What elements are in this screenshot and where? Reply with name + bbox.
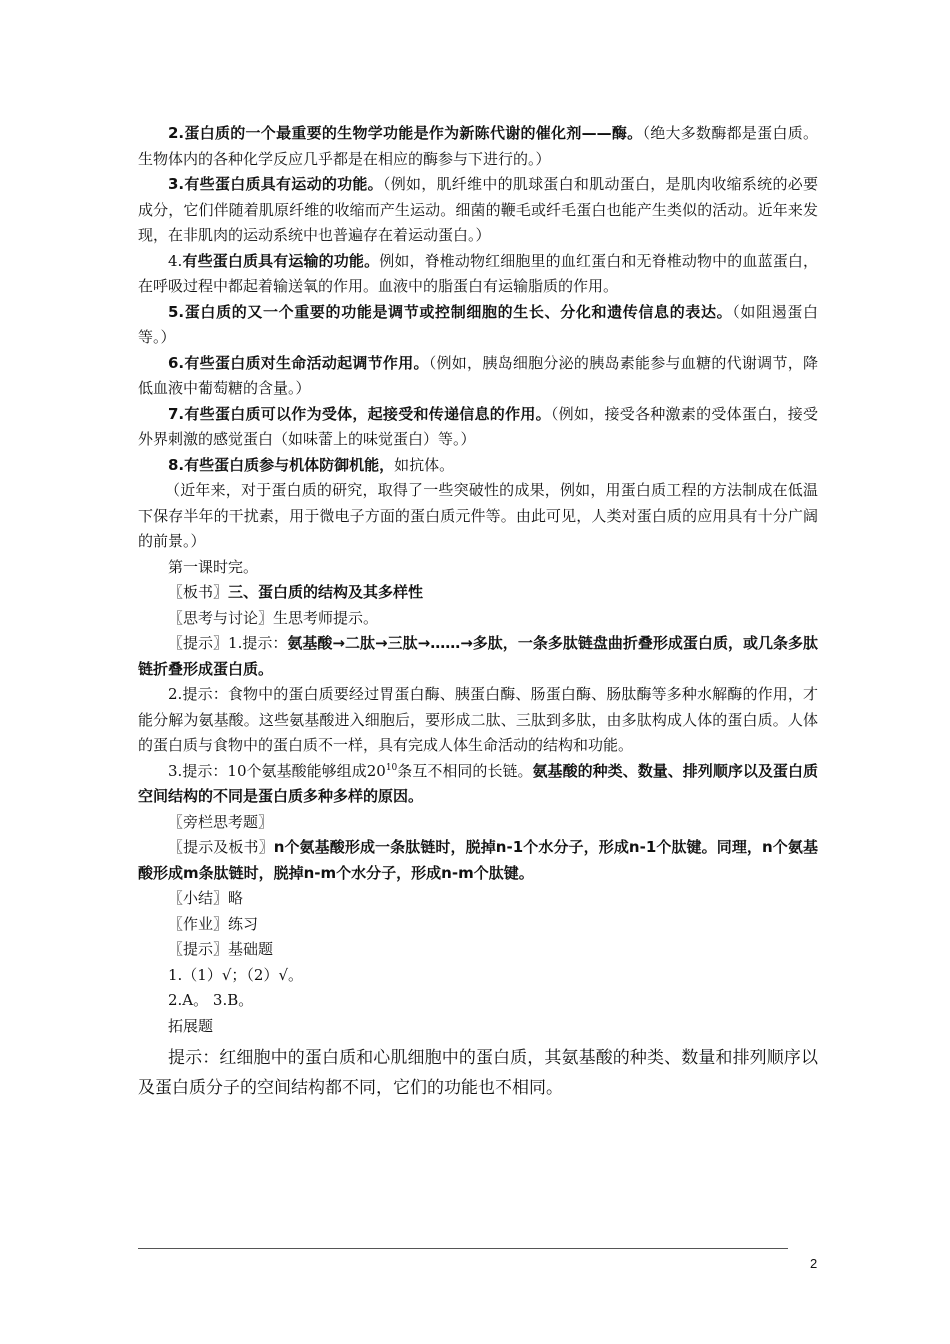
plain-text: 1.（1）√；（2）√。 [168, 965, 304, 984]
paragraph-lesson-end [138, 555, 818, 581]
superscript: 10 [385, 762, 398, 773]
plain-text: 〖提示及板书〗 [168, 838, 274, 856]
paragraph-hint-3 [138, 759, 818, 810]
plain-text: 〖旁栏思考题〗 [168, 812, 274, 831]
bold-text: 三、蛋白质的结构及其多样性 [228, 583, 424, 601]
bold-text: 5.蛋白质的又一个重要的功能是调节或控制细胞的生长、分化和遗传信息的表达。 [168, 302, 733, 321]
paragraph-summary [138, 886, 818, 912]
paragraph-research [138, 478, 818, 555]
plain-text: （例如，胰岛细胞分泌的胰岛素能参与血糖的代谢调节，降低血液中葡萄糖的含量。） [138, 353, 818, 397]
plain-text: 例如，脊椎动物红细胞里的血红蛋白和无脊椎动物中的血蓝蛋白，在呼吸过程中都起着输送氧的作用。血液中的脂蛋白有运输脂质的作用。 [138, 251, 818, 295]
paragraph-regulation-growth [138, 300, 818, 351]
paragraph-receptor [138, 402, 818, 453]
paragraph-basic-hint [138, 937, 818, 963]
paragraph-answer-1 [138, 963, 818, 989]
plain-text: 提示：红细胞中的蛋白质和心肌细胞中的蛋白质，其氨基酸的种类、数量和排列顺序以及蛋白质分子的空间结构都不同，它们的功能也不相同。 [138, 1048, 818, 1098]
plain-text: （绝大多数酶都是蛋白质。生物体内的各种化学反应几乎都是在相应的酶参与下进行的。） [138, 124, 818, 168]
plain-text: （近年来，对于蛋白质的研究，取得了一些突破性的成果，例如，用蛋白质工程的方法制成在低温下保存半年的干扰素，用于微电子方面的蛋白质元件等。由此可见，人类对蛋白质的应用具有十分广阔的前景。） [138, 481, 818, 550]
plain-text: 〖作业〗练习 [168, 914, 259, 933]
bold-text: 氨基酸→二肽→三肽→……→多肽，一条多肽链盘曲折叠形成蛋白质，或几条多肽链折叠形成蛋白质。 [138, 634, 819, 678]
paragraph-board-hint [138, 835, 818, 886]
plain-text: （例如，接受各种激素的受体蛋白，接受外界刺激的感觉蛋白（如味蕾上的味觉蛋白）等。） [138, 404, 818, 448]
paragraph-hint-2 [138, 682, 818, 759]
paragraph-sidebar-question [138, 810, 818, 836]
paragraph-defense [138, 453, 818, 479]
paragraph-motion [138, 172, 818, 249]
plain-text: 〖提示〗基础题 [168, 940, 274, 958]
paragraph-discussion [138, 606, 818, 632]
page-number: 2 [810, 1256, 818, 1271]
bold-text: 氨基酸的种类、数量、排列顺序以及蛋白质空间结构的不同是蛋白质多种多样的原因。 [138, 761, 818, 805]
plain-text: （如阻遏蛋白等。） [138, 302, 818, 346]
paragraph-board-title [138, 580, 818, 606]
document-body [138, 121, 818, 1103]
plain-text: （例如，肌纤维中的肌球蛋白和肌动蛋白，是肌肉收缩系统的必要成分，它们伴随着肌原纤维的收缩而产生运动。细菌的鞭毛或纤毛蛋白也能产生类似的活动。近年来发现，在非肌肉的运动系统中也普遍存在着运动蛋白。） [138, 175, 818, 244]
plain-text: 2.提示：食物中的蛋白质要经过胃蛋白酶、胰蛋白酶、肠蛋白酶、肠肽酶等多种水解酶的作用，才能分解为氨基酸。这些氨基酸进入细胞后，要形成二肽、三肽到多肽，由多肽构成人体的蛋白质。人体的蛋白质与食物中的蛋白质不一样，具有完成人体生命活动的结构和功能。 [138, 685, 818, 754]
paragraph-answer-2-3 [138, 988, 818, 1014]
bold-text: 2.蛋白质的一个最重要的生物学功能是作为新陈代谢的催化剂——酶。 [168, 124, 643, 142]
plain-text: 〖小结〗略 [168, 889, 244, 907]
paragraph-hint-1 [138, 631, 818, 682]
plain-text: 如抗体。 [394, 455, 455, 474]
bold-text: n个氨基酸形成一条肽链时，脱掉n-1个水分子，形成n-1个肽键。同理，n个氨基酸形成m条肽链时，脱掉n-m个水分子，形成n-m个肽键。 [138, 838, 818, 882]
plain-text: 第一课时完。 [168, 557, 259, 576]
plain-text: 〖思考与讨论〗生思考师提示。 [168, 608, 379, 627]
plain-text: 〖板书〗 [168, 583, 229, 601]
plain-text: 2.A。 3.B。 [168, 991, 254, 1009]
plain-text: 条互不相同的长链。 [397, 761, 533, 780]
bold-text: 8.有些蛋白质参与机体防御机能， [168, 455, 395, 474]
bold-text: 6.有些蛋白质对生命活动起调节作用。 [168, 353, 429, 372]
plain-text: 〖提示〗1.提示： [168, 634, 288, 652]
plain-text: 4. [168, 251, 183, 270]
paragraph-homework [138, 912, 818, 938]
paragraph-enzyme [138, 121, 818, 172]
bold-text: 7.有些蛋白质可以作为受体，起接受和传递信息的作用。 [168, 404, 551, 423]
bold-text: 3.有些蛋白质具有运动的功能。 [168, 175, 383, 193]
plain-text: 3.提示：10个氨基酸能够组成20 [168, 761, 386, 780]
footer-divider [138, 1248, 788, 1249]
paragraph-extension-hint [138, 1043, 818, 1103]
paragraph-transport [138, 249, 818, 300]
paragraph-regulation-life [138, 351, 818, 402]
paragraph-extension [138, 1014, 818, 1040]
plain-text: 拓展题 [168, 1016, 214, 1035]
bold-text: 有些蛋白质具有运输的功能。 [182, 251, 380, 270]
